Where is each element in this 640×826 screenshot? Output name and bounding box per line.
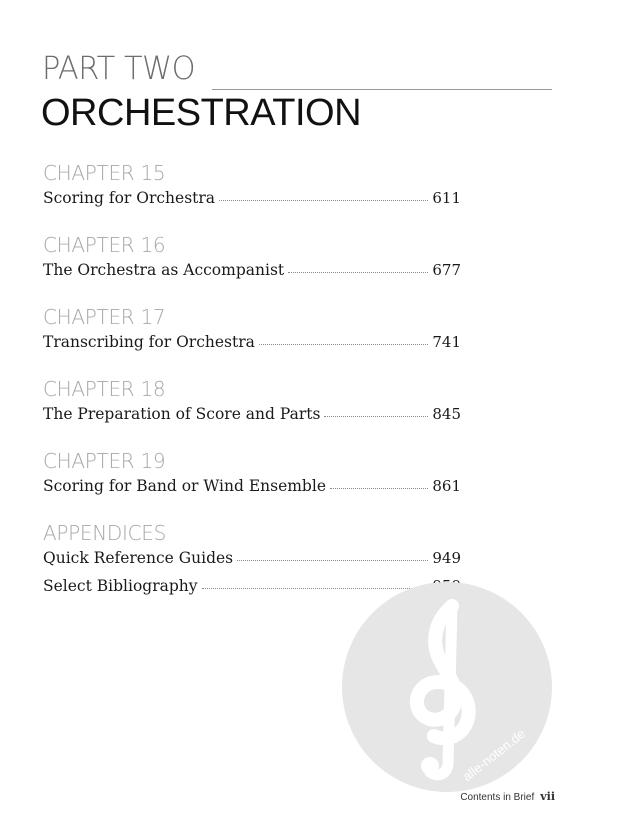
entry-page-number: 677 [432, 261, 461, 279]
part-label: PART TWO [42, 49, 196, 87]
table-of-contents [43, 162, 461, 594]
footer-page-number: vii [540, 790, 555, 803]
page-footer [460, 790, 555, 803]
entry-title: Transcribing for Orchestra [43, 333, 255, 351]
part-title: ORCHESTRATION [41, 92, 362, 134]
entry-page-number: 949 [432, 549, 461, 567]
watermark [342, 582, 552, 792]
dot-leader [330, 488, 428, 489]
toc-entry[interactable] [43, 400, 461, 428]
entry-title: Select Bibliography [43, 577, 198, 595]
chapter-heading: CHAPTER 17 [43, 305, 166, 329]
toc-section-chapter-17 [43, 306, 461, 378]
dot-leader [259, 344, 428, 345]
entry-title: The Orchestra as Accompanist [43, 261, 285, 279]
entry-page-number: 861 [432, 477, 461, 495]
chapter-heading: CHAPTER 18 [43, 377, 166, 401]
chapter-heading: CHAPTER 19 [43, 449, 166, 473]
toc-entry[interactable] [43, 544, 461, 572]
chapter-heading: CHAPTER 16 [43, 233, 166, 257]
entry-title: The Preparation of Score and Parts [43, 405, 321, 423]
toc-entry[interactable] [43, 328, 461, 356]
dot-leader [237, 560, 428, 561]
toc-section-chapter-19 [43, 450, 461, 522]
toc-section-chapter-18 [43, 378, 461, 450]
watermark-text: alle-noten.de [459, 725, 529, 785]
entry-page-number: 741 [432, 333, 461, 351]
entry-page-number: 845 [432, 405, 461, 423]
toc-entry[interactable] [43, 472, 461, 500]
dot-leader [288, 272, 428, 273]
toc-section-chapter-16 [43, 234, 461, 306]
dot-leader [324, 416, 428, 417]
toc-section-chapter-15 [43, 162, 461, 234]
chapter-heading: APPENDICES [43, 521, 166, 545]
entry-page-number: 611 [432, 189, 461, 207]
chapter-heading: CHAPTER 15 [43, 161, 166, 185]
dot-leader [219, 200, 428, 201]
treble-clef-icon [342, 582, 552, 792]
toc-entry[interactable] [43, 256, 461, 284]
footer-label: Contents in Brief [460, 792, 535, 803]
toc-entry[interactable] [43, 184, 461, 212]
entry-title: Scoring for Orchestra [43, 189, 216, 207]
part-rule [212, 89, 552, 90]
entry-title: Scoring for Band or Wind Ensemble [43, 477, 326, 495]
entry-title: Quick Reference Guides [43, 549, 234, 567]
